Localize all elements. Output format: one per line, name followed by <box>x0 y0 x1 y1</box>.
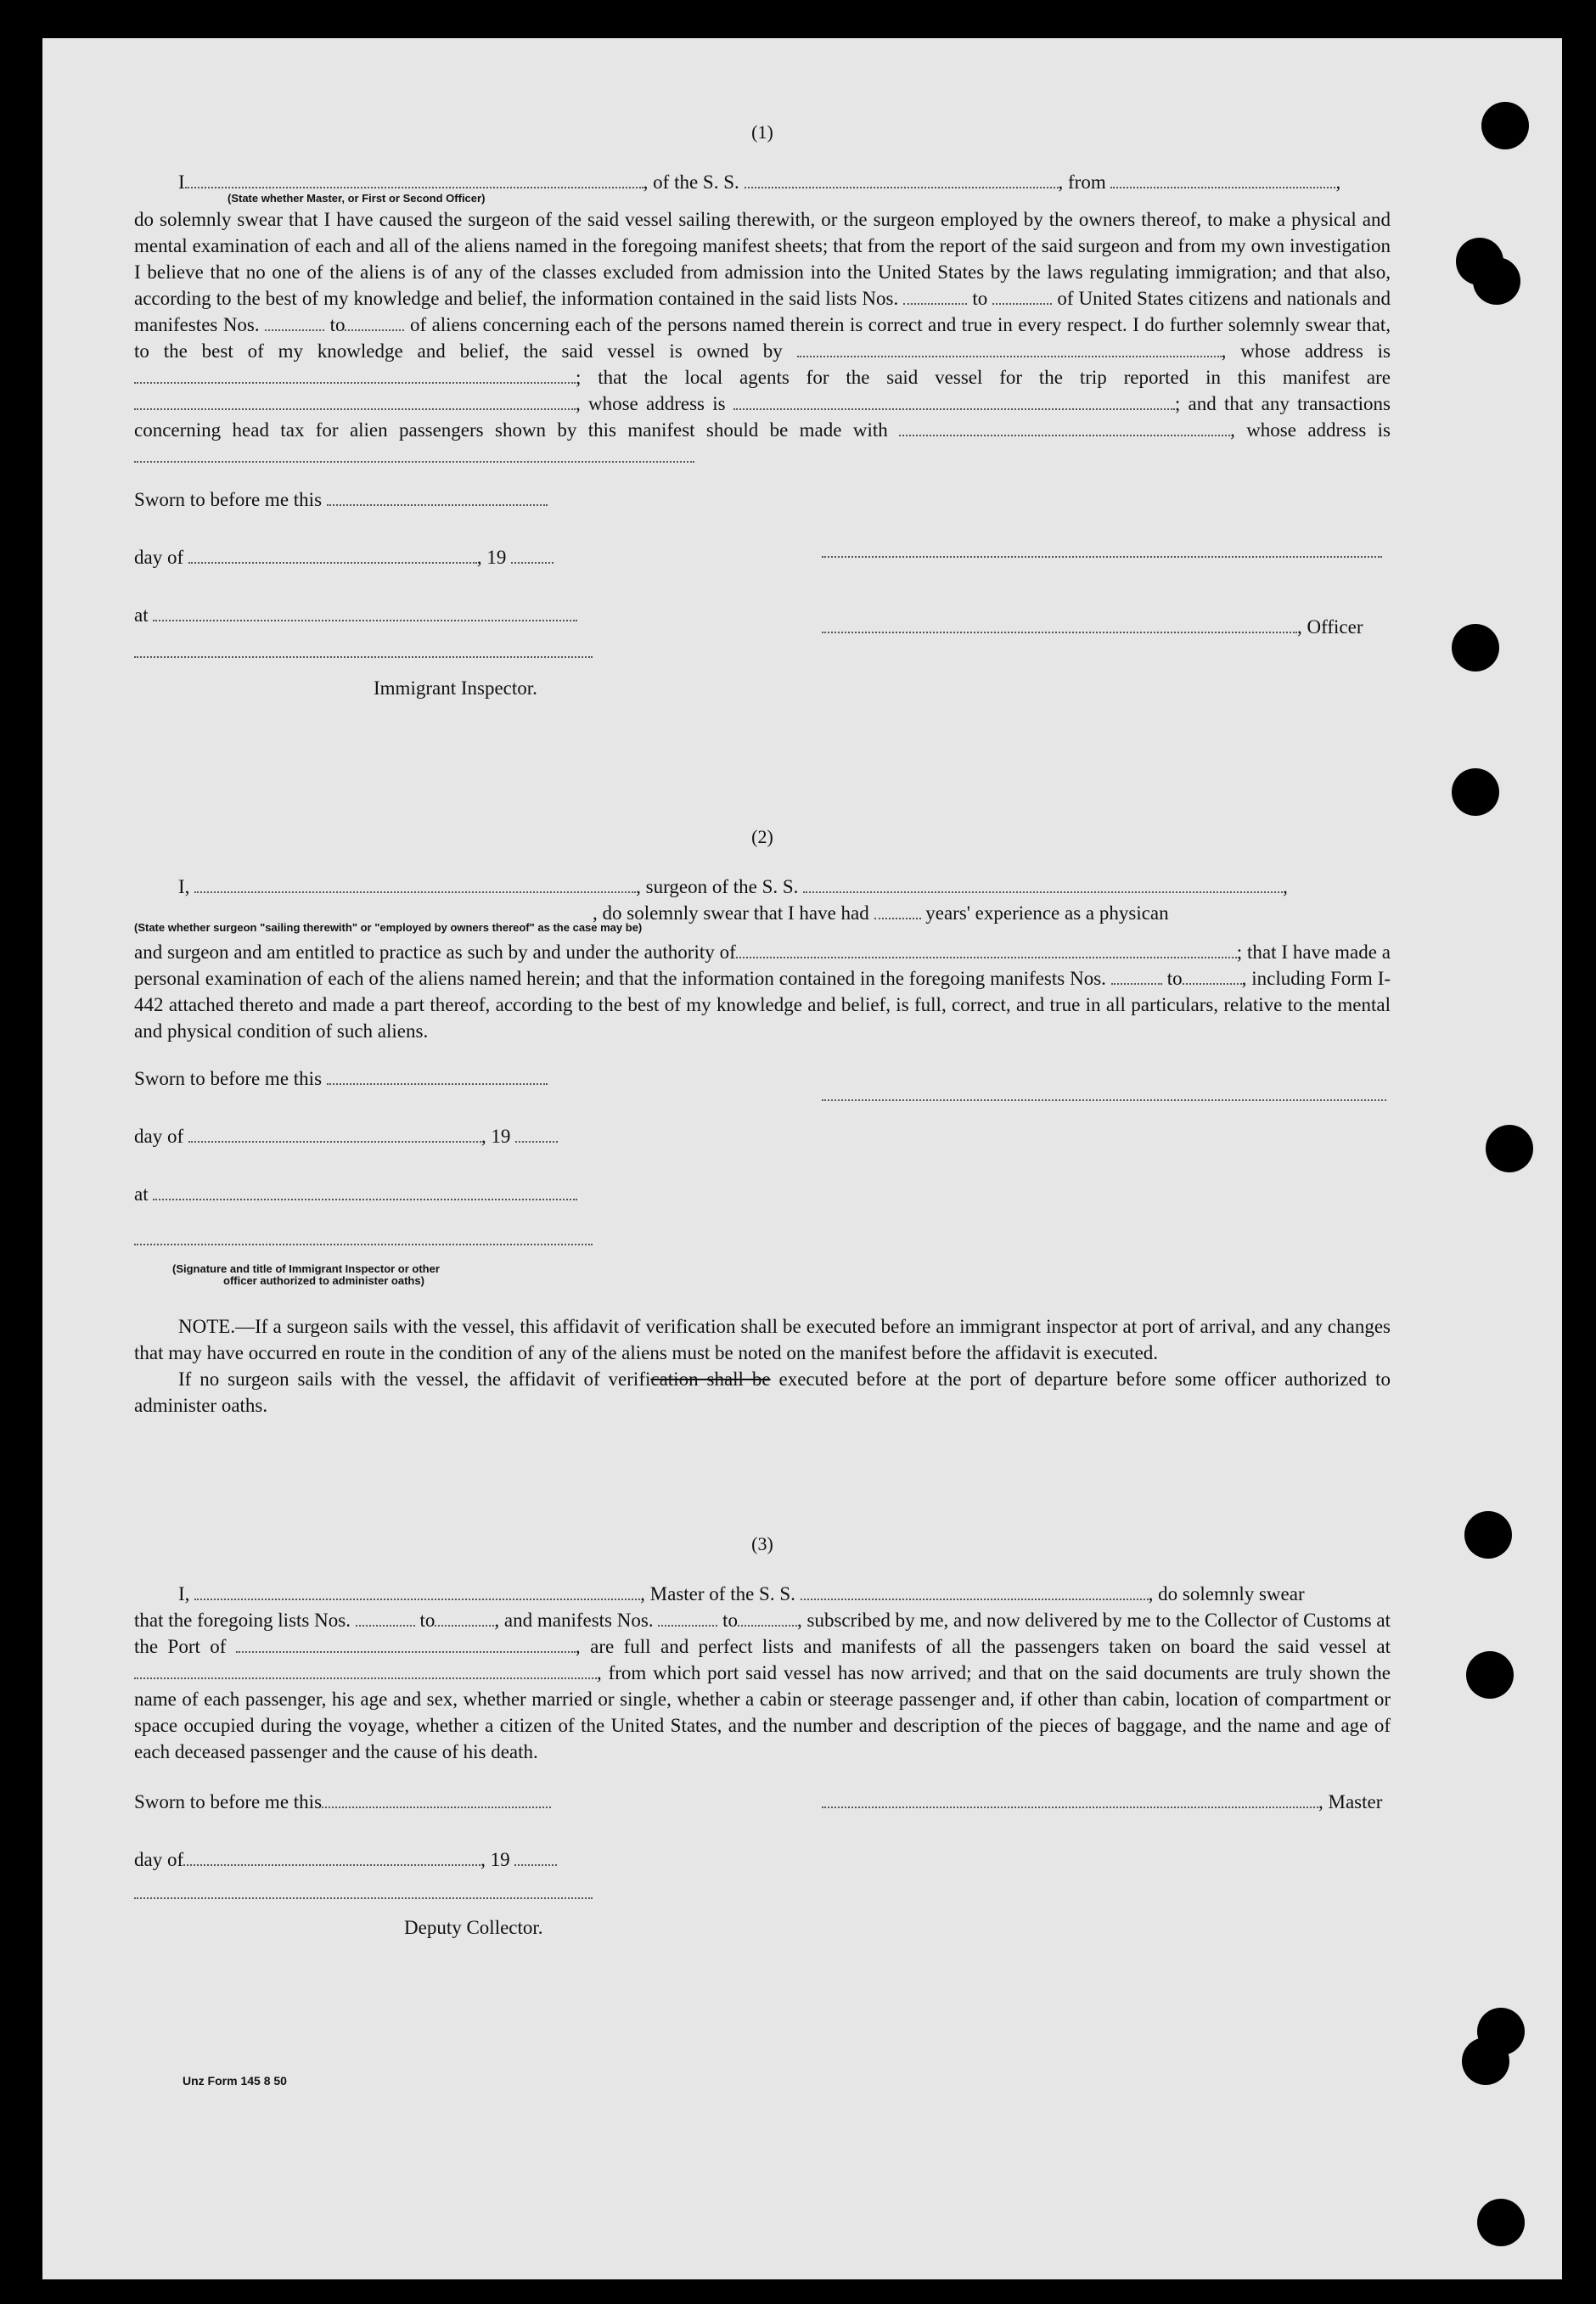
officer-name-field[interactable] <box>185 171 643 188</box>
signature-hint-1: (Signature and title of Immigrant Inspector or other <box>172 1262 440 1275</box>
ship-name-field[interactable] <box>803 876 1283 893</box>
surgeon-paragraph: and surgeon and am entitled to practice as such by and under the authority of ; that I have made a personal examination of each of the aliens named herein; and that the information contained in the foregoing manifests Nos. to , including Form I-442 attached thereto and made a part thereof, according to the best of my knowledge and belief, is full, correct, and true in all particulars, relative to the mental and physical condition of such aliens. <box>134 941 1391 1042</box>
note-1: NOTE.—If a surgeon sails with the vessel, this affidavit of verification shall be executed before an immigrant inspector at port of arrival, and any changes that may have occurred en route in the condition of any of the aliens must be noted on the manifest before the affidavit is executed. <box>134 1316 1391 1363</box>
section-number: (3) <box>751 1533 773 1554</box>
ship-label: , of the S. S. <box>643 171 739 193</box>
at-label: at <box>134 1183 149 1205</box>
list-to-field[interactable] <box>992 288 1052 305</box>
sworn-block: Sworn to before me this day of , 19 at (Signature and title of Immigrant Inspector or other officer authorized to administer oaths) <box>134 1065 1391 1295</box>
sworn-field[interactable] <box>327 1068 548 1085</box>
year-field[interactable] <box>511 547 554 564</box>
manifest-to-field[interactable] <box>738 1610 797 1627</box>
section-3 <box>134 1531 1391 1958</box>
pronoun: I <box>178 171 185 193</box>
place-field[interactable] <box>153 1183 577 1200</box>
ship-name-field[interactable] <box>801 1583 1149 1600</box>
list-from-field[interactable] <box>903 288 967 305</box>
inspector-label: Immigrant Inspector. <box>374 677 537 699</box>
manifest-to-field[interactable] <box>345 314 404 331</box>
list-from-field[interactable] <box>356 1610 415 1627</box>
punch-hole <box>1477 2199 1525 2246</box>
punch-hole <box>1452 768 1499 816</box>
collector-signature-line[interactable] <box>134 1897 593 1899</box>
manifest-from-field[interactable] <box>265 314 324 331</box>
sworn-block: Sworn to before me this , Master day of , 19 Deputy Collector. <box>134 1789 1391 1958</box>
port-field[interactable] <box>236 1636 576 1653</box>
owner-address-field[interactable] <box>134 367 576 384</box>
section-1 <box>134 119 1391 784</box>
punch-hole <box>1462 2037 1509 2085</box>
inspector-signature-line[interactable] <box>134 656 593 658</box>
year-field[interactable] <box>515 1126 558 1143</box>
note-2: If no surgeon sails with the vessel, the affidavit of verification shall be executed before at the port of departure before some officer authorized to administer oaths. <box>134 1368 1391 1416</box>
section-number: (1) <box>751 121 773 143</box>
authority-field[interactable] <box>736 941 1237 958</box>
inspector-signature-line[interactable] <box>134 1244 593 1245</box>
manifest-from-field[interactable] <box>1111 968 1162 985</box>
officer-signature-line[interactable] <box>822 556 1382 558</box>
day-of-field[interactable] <box>188 1126 481 1143</box>
surgeon-line: I, , surgeon of the S. S. , <box>178 876 1288 897</box>
sworn-field[interactable] <box>322 1791 551 1808</box>
section-2 <box>134 823 1391 1419</box>
year-field[interactable] <box>514 1849 557 1866</box>
form-page <box>42 38 1562 2279</box>
surgeon-signature-line[interactable] <box>822 1099 1386 1101</box>
place-field[interactable] <box>153 604 577 621</box>
signature-hint-2: officer authorized to administer oaths) <box>223 1274 424 1287</box>
day-of-field[interactable] <box>188 547 477 564</box>
sworn-label: Sworn to before me this <box>134 1068 323 1089</box>
officer-title-field[interactable] <box>822 616 1297 633</box>
punch-hole <box>1473 257 1520 305</box>
surgeon-hint: (State whether surgeon "sailing therewith" or "employed by owners thereof" as the case may be) <box>134 921 643 934</box>
officer-label: , Officer <box>1297 616 1363 638</box>
port-from-field[interactable] <box>1110 171 1335 188</box>
form-number: Unz Form 145 8 50 <box>183 2074 287 2088</box>
day-of-label: day of <box>134 1849 184 1870</box>
punch-hole <box>1452 624 1499 672</box>
sworn-label: Sworn to before me this <box>134 489 323 510</box>
owner-field[interactable] <box>797 340 1222 357</box>
officer-hint: (State whether Master, or First or Second Officer) <box>228 192 486 205</box>
head-tax-contact-field[interactable] <box>899 419 1230 436</box>
master-signature-line[interactable] <box>822 1791 1318 1808</box>
punch-hole <box>1466 1651 1514 1699</box>
list-to-field[interactable] <box>435 1610 494 1627</box>
at-label: at <box>134 604 149 626</box>
punch-hole <box>1464 1511 1512 1559</box>
years-field[interactable] <box>874 902 921 919</box>
embark-port-field[interactable] <box>134 1662 597 1679</box>
sworn-field[interactable] <box>327 489 548 506</box>
punch-hole <box>1486 1125 1533 1172</box>
collector-label: Deputy Collector. <box>404 1917 543 1938</box>
master-label: , Master <box>1318 1791 1383 1812</box>
master-name-field[interactable] <box>194 1583 640 1600</box>
head-tax-address-field[interactable] <box>134 446 694 463</box>
note <box>134 1313 1391 1419</box>
from-label: , from <box>1058 171 1106 193</box>
agent-address-field[interactable] <box>733 393 1175 410</box>
day-of-label: day of <box>134 547 184 568</box>
experience-line: , do solemnly swear that I have had years' experience as a physican <box>593 902 1169 924</box>
master-paragraph: that the foregoing lists Nos. to , and manifests Nos. to , subscribed by me, and now delivered by me to the Collector of Customs at the Port of , are full and perfect lists and manifests of all the passengers taken on board the said vessel at , from which port said vessel has now arrived; and that on the said documents are truly shown the name of each passenger, his age and sex, whether married or single, whether a cabin or steerage passenger and, if other than cabin, location of compartment or space occupied during the voyage, whether a citizen of the United States, and the number and description of the pieces of baggage, and the name and age of each deceased passenger and the cause of his death. <box>134 1610 1391 1762</box>
section-number: (2) <box>751 826 773 847</box>
punch-hole <box>1481 102 1529 149</box>
agent-field[interactable] <box>134 393 576 410</box>
master-line: I, , Master of the S. S. , do solemnly swear <box>178 1583 1305 1604</box>
sworn-block: Sworn to before me this day of , 19 at Immigrant Inspector. , Officer <box>134 486 1391 784</box>
sworn-label: Sworn to before me this <box>134 1791 323 1812</box>
day-of-field[interactable] <box>183 1849 480 1866</box>
day-of-label: day of <box>134 1126 184 1147</box>
surgeon-name-field[interactable] <box>194 876 636 893</box>
ship-name-field[interactable] <box>745 171 1059 188</box>
manifest-from-field[interactable] <box>658 1610 717 1627</box>
oath-line: I , of the S. S. , from , <box>178 171 1341 193</box>
manifest-to-field[interactable] <box>1183 968 1242 985</box>
oath-paragraph: do solemnly swear that I have caused the surgeon of the said vessel sailing therewith, or the surgeon employed by the owners thereof, to make a physical and mental examination of each and all of the aliens named in the foregoing manifest sheets; that from the report of the said surgeon and from my own investigation I believe that no one of the aliens is of any of the classes excluded from admission into the United States by the laws regulating immigration; and that also, according to the best of my knowledge and belief, the information contained in the said lists Nos. to of United States citizens and nationals and manifestes Nos. to of aliens concerning each of the persons named therein is correct and true in every respect. I do further solemnly swear that, to the best of my knowledge and belief, the said vessel is owned by , whose address is ; that the local agents for the said vessel for the trip reported in this manifest are , whose address is ; and that any transactions concerning head tax for alien passengers shown by this manifest should be made with , whose address is <box>134 206 1391 469</box>
